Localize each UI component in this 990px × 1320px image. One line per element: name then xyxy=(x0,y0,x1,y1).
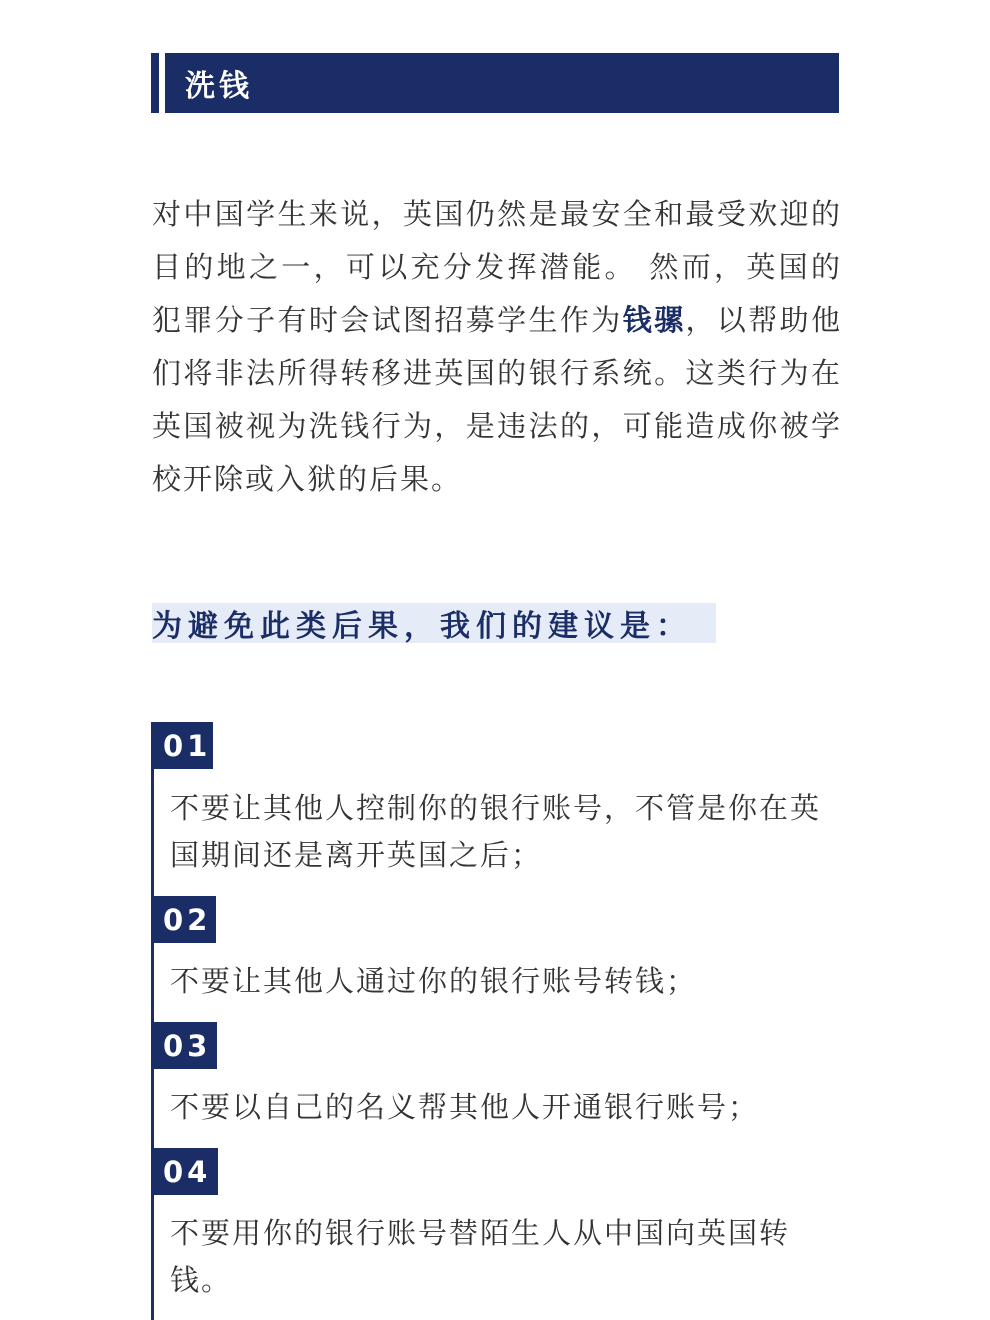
list-item-text: 不要让其他人控制你的银行账号，不管是你在英国期间还是离开英国之后； xyxy=(170,791,822,872)
advice-heading-text: 为避免此类后果，我们的建议是： xyxy=(152,609,692,644)
intro-highlight: 钱骡 xyxy=(622,303,686,337)
list-item-text: 不要以自己的名义帮其他人开通银行账号； xyxy=(170,1090,760,1124)
section-header xyxy=(151,53,839,113)
list-vertical-line xyxy=(151,722,154,1320)
item-number-badge: 02 xyxy=(151,896,216,943)
header-accent-bar xyxy=(151,53,159,113)
list-item-text: 不要用你的银行账号替陌生人从中国向英国转钱。 xyxy=(170,1216,791,1297)
advice-heading xyxy=(152,603,716,643)
header-bar xyxy=(165,53,839,113)
intro-text-1: 对中国学生来说，英国仍然是最安全和最受欢迎的目的地之一，可以充分发挥潜能。 然而，英国的犯罪分子有时会试图招募学生作为 xyxy=(152,197,842,337)
item-number-badge: 04 xyxy=(151,1148,218,1195)
item-number-badge: 01 xyxy=(151,722,213,769)
list-item-text: 不要让其他人通过你的银行账号转钱； xyxy=(170,964,698,998)
intro-paragraph xyxy=(152,188,842,506)
section-title: 洗钱 xyxy=(185,69,253,104)
intro-text-2: ，以帮助他们将非法所得转移进英国的银行系统。这类行为在英国被视为洗钱行为，是违法的，可能造成你被学校开除或入狱的后果。 xyxy=(152,303,842,496)
item-number-badge: 03 xyxy=(151,1022,217,1069)
